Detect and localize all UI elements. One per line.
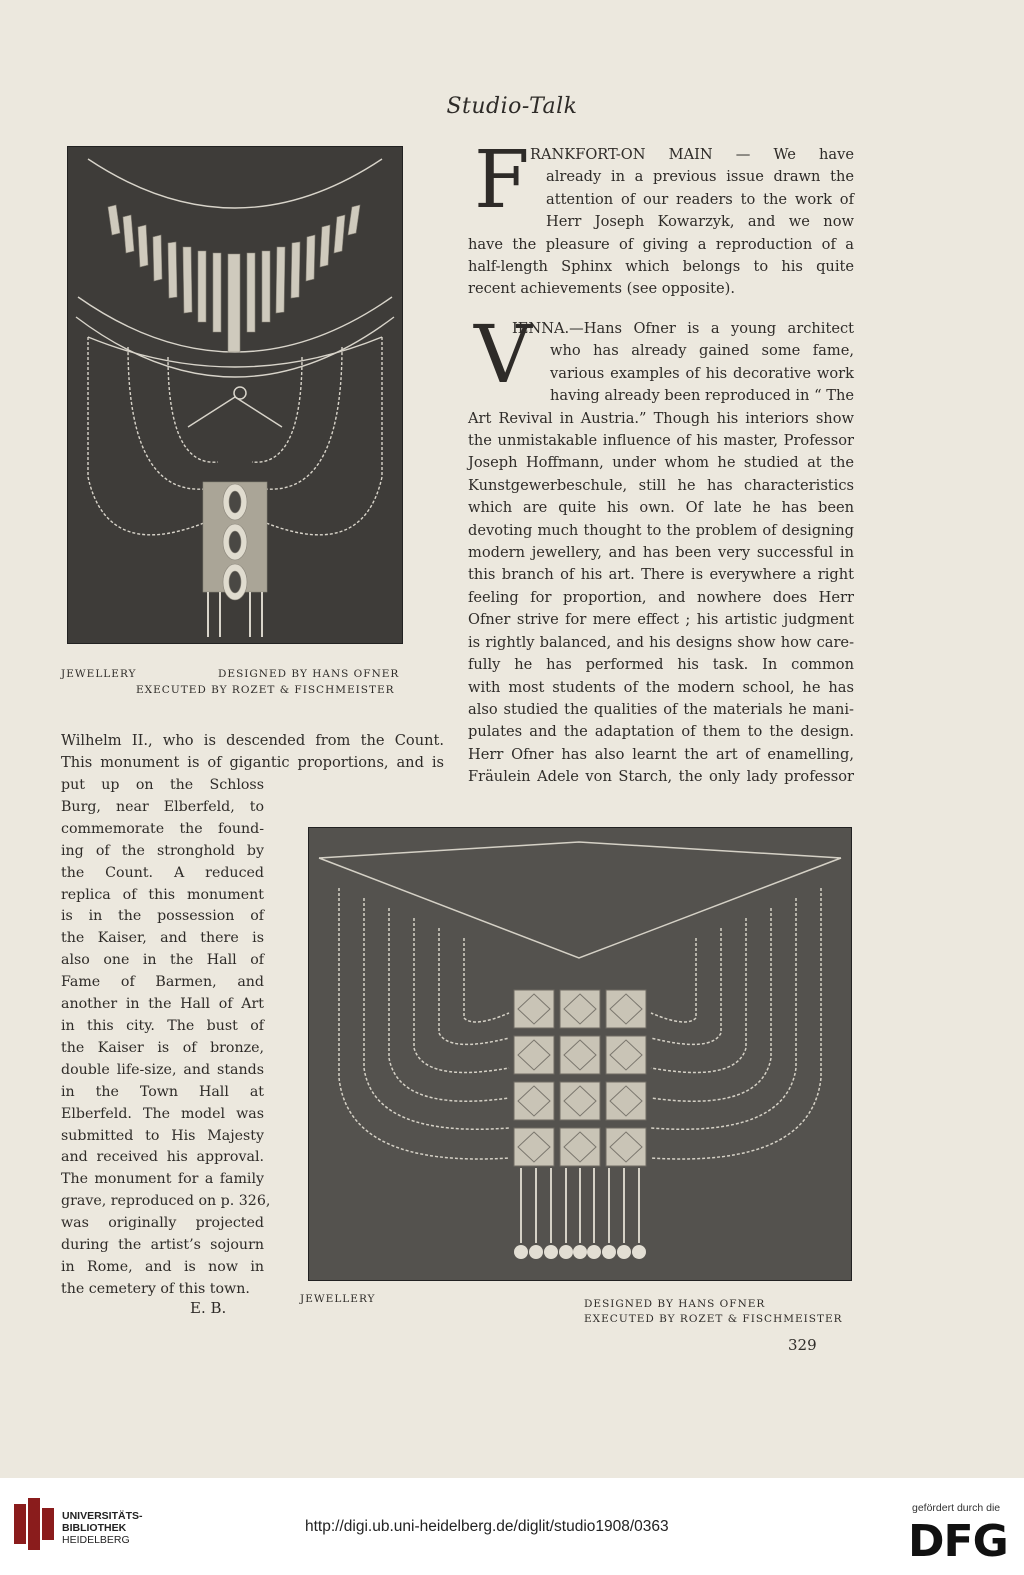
vienna-line: various examples of his decorative work <box>550 364 854 382</box>
left-column-line: The monument for a family <box>61 1171 264 1188</box>
vienna-line: Herr Ofner has also learnt the art of enamelling, <box>468 745 854 763</box>
left-column-line: This monument is of gigantic proportions, and is <box>61 754 444 772</box>
left-column-line: Burg, near Elberfeld, to <box>61 798 264 815</box>
left-column-line: Elberfeld. The model was <box>61 1105 264 1122</box>
necklace-illustration-1 <box>68 147 402 643</box>
frankfort-line: half-length Sphinx which belongs to his quite <box>468 258 854 276</box>
author-initials: E. B. <box>190 1299 227 1317</box>
vienna-dropcap: V <box>474 308 532 401</box>
left-column-line: the cemetery of this town. <box>61 1280 250 1297</box>
dfg-logo: DFG <box>908 1516 1008 1567</box>
vienna-line: this branch of his art. There is everywhere a right <box>468 566 854 584</box>
frankfort-line: RANKFORT-ON MAIN — We have <box>530 146 854 163</box>
frankfort-dropcap: F <box>474 133 530 226</box>
left-column-line: the Kaiser is of bronze, <box>61 1039 264 1056</box>
vienna-line: modern jewellery, and has been very successful in <box>468 544 854 562</box>
vienna-line: Joseph Hoffmann, under whom he studied at the <box>468 454 854 472</box>
left-column-wide-text <box>61 730 444 775</box>
footer-bar <box>0 1478 1024 1575</box>
plate2-caption-designer: DESIGNED BY HANS OFNER <box>584 1298 766 1310</box>
left-column-line: Fame of Barmen, and <box>61 974 264 991</box>
vienna-line: devoting much thought to the problem of designing <box>468 521 854 539</box>
left-column-line: submitted to His Majesty <box>61 1127 264 1144</box>
frankfort-line: recent achievements (see opposite). <box>468 280 735 298</box>
vienna-line: Art Revival in Austria.” Though his interiors show <box>468 409 854 427</box>
left-column-line: also one in the Hall of <box>61 952 264 969</box>
plate1-caption-executor: EXECUTED BY ROZET & FISCHMEISTER <box>136 684 395 696</box>
frankfort-line: have the pleasure of giving a reproduction of a <box>468 235 854 253</box>
left-column-line: the Kaiser, and there is <box>61 930 264 947</box>
left-column-line: and received his approval. <box>61 1149 264 1166</box>
vienna-line: also studied the qualities of the materials he mani- <box>468 700 854 718</box>
left-column-line: the Count. A reduced <box>61 864 264 881</box>
left-column-line: was originally projected <box>61 1215 264 1232</box>
left-column-line: commemorate the found- <box>61 820 264 837</box>
left-column-line: is in the possession of <box>61 908 264 925</box>
necklace-illustration-2 <box>309 828 851 1280</box>
left-column-narrow-text <box>61 775 271 1301</box>
source-url-link[interactable]: http://digi.ub.uni-heidelberg.de/diglit/studio1908/0363 <box>305 1518 669 1535</box>
frankfort-paragraph <box>468 144 854 301</box>
vienna-line: is rightly balanced, and his designs show how care- <box>468 633 854 651</box>
left-column-line: double life-size, and stands <box>61 1061 264 1078</box>
library-logo-icon <box>14 1498 54 1550</box>
vienna-line: Kunstgewerbeschule, still he has characteristics <box>468 476 854 494</box>
vienna-line: having already been reproduced in “ The <box>550 387 854 405</box>
funding-note: gefördert durch die <box>912 1502 1001 1514</box>
plate1-caption-left: JEWELLERY <box>61 668 137 680</box>
left-column-line: in Rome, and is now in <box>61 1258 264 1275</box>
vienna-line: feeling for proportion, and nowhere does Herr <box>468 588 854 606</box>
left-column-line: during the artist’s sojourn <box>61 1237 264 1254</box>
vienna-line: who has already gained some fame, <box>550 342 854 360</box>
frankfort-line: Herr Joseph Kowarzyk, and we now <box>546 213 854 231</box>
frankfort-line: attention of our readers to the work of <box>546 190 854 208</box>
left-column-line: ing of the stronghold by <box>61 842 264 859</box>
frankfort-line: already in a previous issue drawn the <box>546 168 854 186</box>
vienna-line: Ofner strive for mere effect ; his artistic judgment <box>468 611 854 629</box>
vienna-line: IENNA.—Hans Ofner is a young architect <box>512 320 854 337</box>
vienna-paragraph <box>468 318 854 789</box>
vienna-line: which are quite his own. Of late he has been <box>468 499 854 517</box>
vienna-line: with most students of the modern school, he has <box>468 678 854 696</box>
running-header: Studio-Talk <box>446 94 578 119</box>
page-number: 329 <box>788 1336 817 1354</box>
left-column-line: in this city. The bust of <box>61 1017 264 1034</box>
vienna-line: fully he has performed his task. In common <box>468 656 854 674</box>
left-column-line: Wilhelm II., who is descended from the Count. <box>61 732 444 749</box>
library-name-line: UNIVERSITÄTS- <box>62 1510 143 1522</box>
left-column-line: in the Town Hall at <box>61 1083 264 1100</box>
necklace-photo-top <box>67 146 403 644</box>
vienna-line: the unmistakable influence of his master, Professor <box>468 432 854 450</box>
left-column-line: grave, reproduced on p. 326, <box>61 1193 271 1210</box>
plate2-caption-left: JEWELLERY <box>300 1293 376 1305</box>
vienna-line: Fräulein Adele von Starch, the only lady professor <box>468 768 854 786</box>
left-column-line: put up on the Schloss <box>61 777 264 793</box>
library-name-line: BIBLIOTHEK <box>62 1522 127 1534</box>
library-name-line: HEIDELBERG <box>62 1534 130 1546</box>
vienna-line: pulates and the adaptation of them to the design. <box>468 723 854 741</box>
left-column-line: another in the Hall of Art <box>61 996 264 1013</box>
necklace-photo-bottom <box>308 827 852 1281</box>
plate2-caption-executor: EXECUTED BY ROZET & FISCHMEISTER <box>584 1313 843 1325</box>
library-name <box>62 1510 143 1546</box>
left-column-line: replica of this monument <box>61 886 264 903</box>
plate1-caption-designer: DESIGNED BY HANS OFNER <box>218 668 400 680</box>
